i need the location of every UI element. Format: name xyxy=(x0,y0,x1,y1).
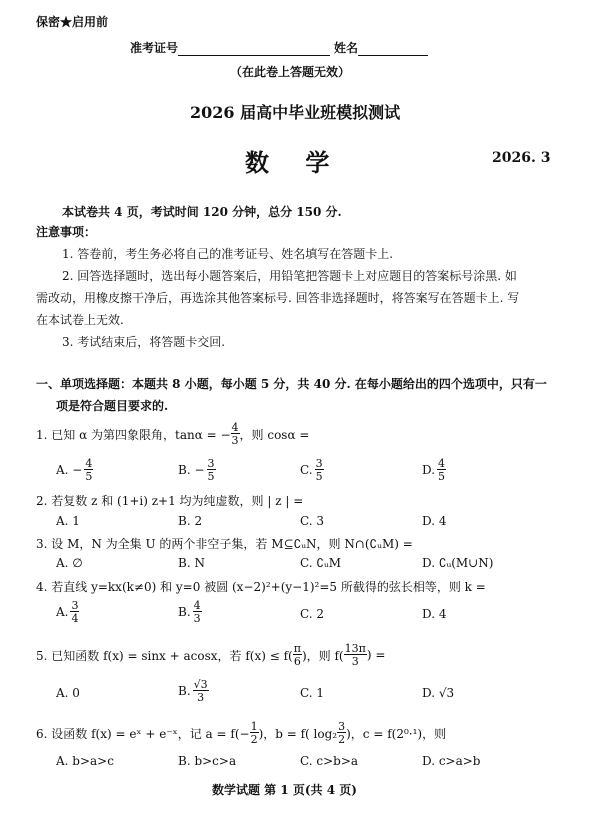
name-label: 姓名 xyxy=(334,41,359,55)
question-3-option-a[interactable]: A. ∅ xyxy=(56,556,83,570)
question-5-option-a[interactable]: A. 0 xyxy=(56,686,80,700)
question-4-option-b[interactable]: B. $\frac{4}{3}$ xyxy=(178,599,201,625)
notice-item-1: 1. 答卷前，考生务必将自己的准考证号、姓名填写在答题卡上. xyxy=(62,247,394,261)
question-6-stem: 6. 设函数 f(x) = eˣ + e⁻ˣ，记 a = f(− $\frac{1}{2}$ )，b = f( log₂ $\frac{3}{2}$ )，c = f(2⁰·¹)，则 xyxy=(36,720,447,746)
question-3-stem: 3. 设 M，N 为全集 U 的两个非空子集，若 M⊆∁ᵤN，则 N∩(∁ᵤM) = xyxy=(36,537,413,551)
exam-id-blank xyxy=(178,43,330,56)
subject-title: 数 学 xyxy=(245,148,344,177)
notice-item-2-line2: 需改动，用橡皮擦干净后，再选涂其他答案标号. 回答非选择题时，将答案写在答题卡上. 写 xyxy=(36,291,520,305)
question-1-option-c[interactable]: C. $\frac{3}{5}$ xyxy=(300,457,323,483)
notice-item-2-line3: 在本试卷上无效. xyxy=(36,313,124,327)
question-5-option-c[interactable]: C. 1 xyxy=(300,686,325,700)
question-6-option-c[interactable]: C. c>b>a xyxy=(300,754,359,768)
question-4-option-c[interactable]: C. 2 xyxy=(300,607,325,621)
question-2-option-a[interactable]: A. 1 xyxy=(56,514,80,528)
fraction: $\frac{4}{3}$ xyxy=(231,421,239,447)
page-footer: 数学试题 第 1 页(共 4 页) xyxy=(212,783,357,797)
exam-id-row xyxy=(130,39,428,56)
question-1-option-a[interactable]: A. − $\frac{4}{5}$ xyxy=(56,457,93,483)
notice-item-2-line1: 2. 回答选择题时，选出每小题答案后，用铅笔把答题卡上对应题目的答案标号涂黑. 如 xyxy=(62,269,517,283)
question-1-option-d[interactable]: D. $\frac{4}{5}$ xyxy=(422,457,446,483)
section-heading-line1: 一、单项选择题：本题共 8 小题，每小题 5 分，共 40 分. 在每小题给出的四个选项中，只有一 xyxy=(36,377,547,391)
question-4-option-a[interactable]: A. $\frac{3}{4}$ xyxy=(56,599,79,625)
question-3-option-d[interactable]: D. ∁ᵤ(M∪N) xyxy=(422,556,494,570)
question-6-option-d[interactable]: D. c>a>b xyxy=(422,754,481,768)
exam-id-label: 准考证号 xyxy=(130,41,179,55)
question-3-option-c[interactable]: C. ∁ᵤM xyxy=(300,556,342,570)
exam-intro: 本试卷共 4 页，考试时间 120 分钟，总分 150 分. xyxy=(62,205,342,219)
question-2-stem: 2. 若复数 z 和 (1+i) z+1 均为纯虚数，则 | z | = xyxy=(36,494,304,508)
question-1-option-b[interactable]: B. − $\frac{3}{5}$ xyxy=(178,457,215,483)
question-4-stem: 4. 若直线 y=kx(k≠0) 和 y=0 被圆 (x−2)²+(y−1)²=5 所截得的弦长相等，则 k = xyxy=(36,580,486,594)
question-5-option-d[interactable]: D. √3 xyxy=(422,686,455,700)
question-2-option-b[interactable]: B. 2 xyxy=(178,514,203,528)
section-heading-line2: 项是符合题目要求的. xyxy=(56,399,169,413)
question-2-option-d[interactable]: D. 4 xyxy=(422,514,447,528)
question-5-option-b[interactable]: B. $\frac{√3}{3}$ xyxy=(178,678,208,704)
confidential-label: 保密★启用前 xyxy=(36,15,109,29)
question-4-option-d[interactable]: D. 4 xyxy=(422,607,447,621)
name-blank xyxy=(358,43,428,56)
notice-heading: 注意事项： xyxy=(36,225,97,239)
exam-title: 2026 届高中毕业班模拟测试 xyxy=(190,103,401,122)
question-6-option-a[interactable]: A. b>a>c xyxy=(56,754,114,768)
question-2-option-c[interactable]: C. 3 xyxy=(300,514,325,528)
question-3-option-b[interactable]: B. N xyxy=(178,556,205,570)
notice-item-3: 3. 考试结束后，将答题卡交回. xyxy=(62,335,226,349)
question-1-stem: 1. 已知 α 为第四象限角，tanα = − $\frac{4}{3}$ ，则 cosα = xyxy=(36,421,310,447)
exam-date: 2026. 3 xyxy=(492,150,551,166)
question-6-option-b[interactable]: B. b>c>a xyxy=(178,754,237,768)
question-5-stem: 5. 已知函数 f(x) = sinx + acosx，若 f(x) ≤ f( $\frac{\pi}{6}$ )，则 f( $\frac{13\pi}{3}$ ) = xyxy=(36,642,386,668)
invalid-note: （在此卷上答题无效） xyxy=(230,65,351,79)
